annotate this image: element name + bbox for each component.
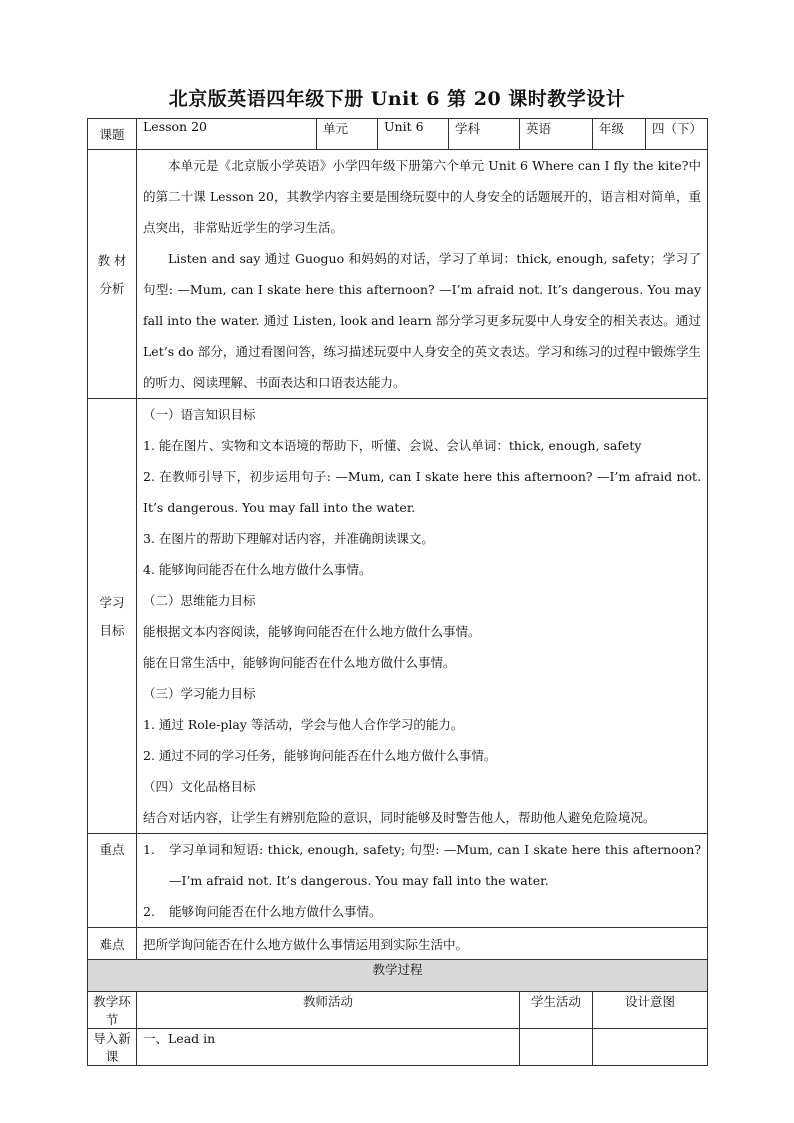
subject-label: 学科 bbox=[449, 119, 520, 150]
process-title-row bbox=[88, 960, 708, 992]
goals-label-line2: 目标 bbox=[99, 623, 125, 638]
process-student-activity bbox=[520, 1029, 593, 1066]
analysis-label bbox=[88, 150, 137, 399]
col-student-header: 学生活动 bbox=[520, 992, 593, 1029]
analysis-label-line1: 教 材 bbox=[97, 253, 127, 268]
analysis-label-line2: 分析 bbox=[99, 281, 125, 296]
topic-value: Lesson 20 bbox=[137, 119, 317, 150]
analysis-paragraph-2: Listen and say 通过 Guoguo 和妈妈的对话，学习了单词：thick, enough, safety；学习了句型: —Mum, can I skate here this afternoon? —I’m afraid not. It’s dangerous. You may fall into the water. 通过 Listen, look and learn 部分学习更多玩耍中人身安全的相关表达。通过 Let’s do 部分，通过看图问答，练习描述玩耍中人身安全的英文表达。学习和练习的过程中锻炼学生的听力、阅读理解、书面表达和口语表达能力。 bbox=[143, 251, 702, 390]
goal-item: 结合对话内容，让学生有辨别危险的意识，同时能够及时警告他人，帮助他人避免危险境况。 bbox=[143, 810, 656, 825]
goal-item: 1. 能在图片、实物和文本语境的帮助下，听懂、会说、会认单词：thick, enough, safety bbox=[143, 438, 642, 453]
key-point-text: 能够询问能否在什么地方做什么事情。 bbox=[169, 904, 382, 919]
process-header-row bbox=[88, 992, 708, 1029]
key-points-label: 重点 bbox=[88, 834, 137, 928]
process-title: 教学过程 bbox=[88, 960, 708, 992]
difficulty-row bbox=[88, 928, 708, 960]
analysis-row bbox=[88, 150, 708, 399]
key-point-text: 学习单词和短语: thick, enough, safety; 句型: —Mum, can I skate here this afternoon? —I’m afraid not. It’s dangerous. You may fall into the water. bbox=[169, 842, 702, 888]
grade-label: 年级 bbox=[593, 119, 646, 150]
lesson-plan-table bbox=[87, 118, 708, 1066]
subject-value: 英语 bbox=[520, 119, 593, 150]
goal-item: 3. 在图片的帮助下理解对话内容，并准确朗读课文。 bbox=[143, 531, 434, 546]
unit-label: 单元 bbox=[317, 119, 378, 150]
difficulty-text: 把所学询问能否在什么地方做什么事情运用到实际生活中。 bbox=[137, 928, 708, 960]
goal-item: 4. 能够询问能否在什么地方做什么事情。 bbox=[143, 562, 372, 577]
col-stage-header: 教学环节 bbox=[88, 992, 137, 1029]
key-points-row bbox=[88, 834, 708, 928]
key-point-number: 2. bbox=[143, 904, 155, 919]
header-row bbox=[88, 119, 708, 150]
goal-heading-1: （一）语言知识目标 bbox=[143, 407, 256, 422]
key-point-number: 1. bbox=[143, 842, 155, 857]
grade-value: 四（下） bbox=[646, 119, 708, 150]
goal-item: 能根据文本内容阅读，能够询问能否在什么地方做什么事情。 bbox=[143, 624, 481, 639]
process-teacher-activity: 一、Lead in bbox=[137, 1029, 520, 1066]
key-point-2 bbox=[143, 896, 701, 927]
process-intent bbox=[593, 1029, 708, 1066]
col-teacher-header: 教师活动 bbox=[137, 992, 520, 1029]
process-row bbox=[88, 1029, 708, 1066]
goals-row bbox=[88, 399, 708, 834]
key-point-1 bbox=[143, 834, 701, 896]
goal-heading-2: （二）思维能力目标 bbox=[143, 593, 256, 608]
unit-value: Unit 6 bbox=[378, 119, 449, 150]
process-stage: 导入新课 bbox=[88, 1029, 137, 1066]
document-title: 北京版英语四年级下册 Unit 6 第 20 课时教学设计 bbox=[168, 88, 626, 110]
analysis-paragraph-1: 本单元是《北京版小学英语》小学四年级下册第六个单元 Unit 6 Where can I fly the kite?中的第二十课 Lesson 20，其教学内容主要是围绕玩耍中的人身安全的话题展开的，语言相对简单，重点突出，非常贴近学生的学习生活。 bbox=[143, 158, 702, 235]
col-intent-header: 设计意图 bbox=[593, 992, 708, 1029]
difficulty-label: 难点 bbox=[88, 928, 137, 960]
goal-item: 能在日常生活中，能够询问能否在什么地方做什么事情。 bbox=[143, 655, 456, 670]
goal-heading-3: （三）学习能力目标 bbox=[143, 686, 256, 701]
goal-item: 2. 通过不同的学习任务，能够询问能否在什么地方做什么事情。 bbox=[143, 748, 497, 763]
goal-heading-4: （四）文化品格目标 bbox=[143, 779, 256, 794]
goal-item: 1. 通过 Role-play 等活动，学会与他人合作学习的能力。 bbox=[143, 717, 464, 732]
goals-label-line1: 学习 bbox=[99, 595, 125, 610]
topic-label: 课题 bbox=[88, 119, 137, 150]
goal-item: 2. 在教师引导下，初步运用句子: —Mum, can I skate here this afternoon? —I’m afraid not. It’s dangerous. You may fall into the water. bbox=[143, 469, 702, 515]
goals-label bbox=[88, 399, 137, 834]
